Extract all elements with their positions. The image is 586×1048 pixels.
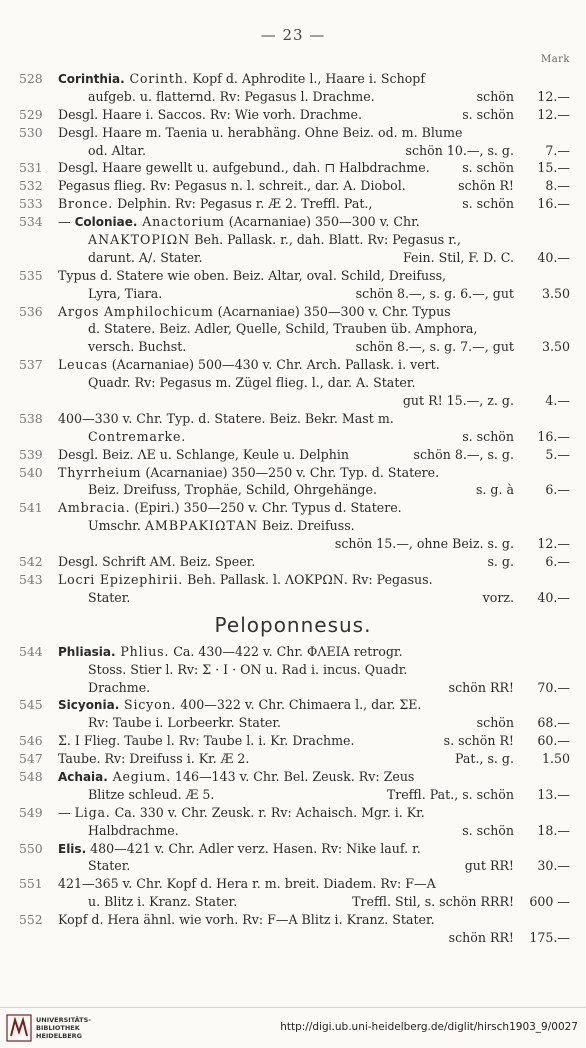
- catalog-entry: [0, 750, 586, 768]
- entry-number: 543: [19, 571, 43, 587]
- entry-number: 529: [19, 106, 43, 122]
- entry-description: [58, 571, 586, 589]
- price-mark: 5.—: [545, 446, 570, 462]
- description-text: Taube. Rv: Dreifuss i. Kr. Æ 2.: [58, 751, 250, 767]
- entry-line: [0, 374, 586, 392]
- condition-grade: s. schön: [462, 822, 514, 838]
- description-text: darunt. A/. Stater.: [88, 249, 203, 265]
- entry-line: [0, 213, 586, 231]
- price-mark: 16.—: [537, 196, 570, 212]
- city-name: Bronce.: [58, 196, 114, 212]
- entry-number: 544: [19, 643, 43, 659]
- price-mark: 13.—: [537, 786, 570, 802]
- entry-description: [88, 231, 586, 249]
- condition-grade: s. g. à: [475, 482, 514, 498]
- region-name: Sicyonia.: [58, 698, 120, 713]
- library-name-line: BIBLIOTHEK: [36, 1024, 80, 1032]
- entry-description: [88, 320, 586, 338]
- condition-grade: schön 8.—, s. g. 6.—, gut: [355, 285, 514, 301]
- condition-grade: schön 8.—, s. g.: [413, 446, 514, 462]
- price-mark: 3.50: [541, 339, 570, 355]
- price-mark: 12.—: [537, 536, 570, 552]
- entry-line: [0, 70, 586, 88]
- entry-description: [58, 410, 586, 428]
- price-mark: 15.—: [537, 160, 570, 176]
- description-text: Quadr. Rv: Pegasus m. Zügel flieg. l., dar. Α. Stater.: [88, 375, 416, 391]
- condition-grade: s. schön: [462, 160, 514, 176]
- entry-description: [58, 267, 586, 285]
- city-name: Phlius.: [115, 643, 170, 659]
- condition-grade: s. g.: [487, 554, 514, 570]
- city-name: Ambracia.: [58, 500, 131, 516]
- entry-description: [58, 696, 586, 715]
- entry-line: [0, 428, 586, 446]
- entry-number: 537: [19, 357, 43, 373]
- greek-inscription: ΑΝΑΚΤΟΡΙΩΝ: [88, 232, 191, 248]
- entry-number: 550: [19, 840, 43, 856]
- catalog-entry: [0, 267, 586, 303]
- description-text: (Acarnaniae) 500—430 v. Chr. Arch. Pallask. i. vert.: [107, 357, 440, 373]
- library-name: [36, 1016, 91, 1040]
- description-text: Desgl. Schrift AM. Beiz. Speer.: [58, 554, 256, 570]
- price-mark: 3.50: [541, 285, 570, 301]
- entry-number: 536: [19, 303, 43, 319]
- description-text: Kopf d. Aphrodite l., Haare i. Schopf: [188, 71, 426, 86]
- catalog-entry: [0, 70, 586, 106]
- entry-line: [0, 267, 586, 285]
- entry-line: [0, 822, 586, 840]
- description-text: Umschr.: [88, 518, 145, 534]
- city-name: Leucas: [58, 357, 108, 373]
- price-mark: 70.—: [537, 679, 570, 695]
- description-text: Desgl. Haare i. Saccos. Rv: Wie vorh. Drachme.: [58, 106, 362, 122]
- section-heading: Peloponnesus.: [214, 612, 372, 637]
- price-mark: 175.—: [529, 929, 570, 945]
- entry-line: [0, 106, 586, 124]
- condition-grade: Fein. Stil, F. D. C.: [402, 249, 514, 265]
- catalog-entry: [0, 696, 586, 732]
- entry-description: [58, 499, 586, 517]
- entry-line: [0, 875, 586, 893]
- region-name: Elis.: [58, 841, 87, 856]
- entry-number: 534: [19, 214, 43, 230]
- entry-number: 542: [19, 554, 43, 570]
- price-mark: 16.—: [537, 428, 570, 444]
- entry-line: [0, 929, 586, 947]
- entry-line: [0, 446, 586, 464]
- condition-grade: schön 15.—, ohne Beiz. s. g.: [334, 536, 514, 552]
- entry-line: [0, 392, 586, 410]
- entry-line: [0, 714, 586, 732]
- entry-description: [58, 356, 586, 374]
- entry-line: [0, 88, 586, 106]
- entry-number: 532: [19, 178, 43, 194]
- description-text: Kopf d. Hera ähnl. wie vorh. Rv: F—A Blitz i. Kranz. Stater.: [58, 912, 435, 928]
- entry-line: [0, 732, 586, 750]
- entry-description: [58, 213, 586, 232]
- price-mark: 12.—: [537, 106, 570, 122]
- catalog-entry: [0, 553, 586, 571]
- condition-grade: schön RR!: [448, 679, 514, 695]
- city-name: Anactorium: [137, 214, 225, 230]
- description-text: Beh. Pallask. r., dah. Blatt. Rv: Pegasus r.,: [190, 232, 461, 248]
- library-name-line: HEIDELBERG: [36, 1032, 83, 1040]
- entry-number: 528: [19, 71, 43, 86]
- greek-inscription: ΑΜΒΡΑΚΙΩΤΑΝ: [144, 518, 258, 534]
- description-text: od. Altar.: [88, 142, 146, 158]
- condition-grade: gut RR!: [464, 858, 514, 874]
- description-text: (Acarnaniae) 350—300 v. Chr. Typus: [213, 303, 451, 319]
- entry-line: [0, 679, 586, 697]
- condition-grade: schön 10.—, s. g.: [405, 142, 514, 158]
- source-url-link[interactable]: http://digi.ub.uni-heidelberg.de/diglit/hirsch1903_9/0027: [280, 1021, 578, 1033]
- condition-grade: gut R! 15.—, z. g.: [402, 393, 514, 409]
- price-mark: 6.—: [545, 482, 570, 498]
- description-text: Drachme.: [88, 679, 151, 695]
- entry-line: [0, 643, 586, 661]
- catalog-entry: [0, 768, 586, 804]
- catalog-entry: [0, 571, 586, 607]
- entry-line: [0, 696, 586, 714]
- catalog-entry: [0, 804, 586, 840]
- entry-number: 538: [19, 410, 43, 426]
- entry-description: [58, 768, 586, 787]
- condition-grade: s. schön R!: [443, 733, 514, 749]
- entry-line: [0, 786, 586, 804]
- entry-number: 531: [19, 160, 43, 176]
- condition-grade: schön RR!: [448, 929, 514, 945]
- city-name: Aegium.: [107, 768, 171, 784]
- entry-line: [0, 320, 586, 338]
- entry-description: [58, 911, 586, 929]
- city-name: Thyrrheium: [58, 464, 142, 480]
- catalog-entry: [0, 840, 586, 876]
- entry-line: [0, 589, 586, 607]
- entry-line: [0, 499, 586, 517]
- entry-line: [0, 840, 586, 858]
- catalog-entry: [0, 124, 586, 160]
- entry-number: 533: [19, 196, 43, 212]
- entry-line: [0, 517, 586, 535]
- condition-grade: Treffl. Pat., s. schön: [386, 786, 514, 802]
- entry-line: [0, 356, 586, 374]
- catalog-entry: [0, 732, 586, 750]
- entry-line: [0, 303, 586, 321]
- city-name: Corinth.: [124, 71, 189, 86]
- catalog-entry: [0, 106, 586, 124]
- description-text: Stater.: [88, 589, 131, 605]
- description-text: 400—330 v. Chr. Typ. d. Statere. Beiz. Bekr. Mast m.: [58, 410, 394, 426]
- entry-line: [0, 159, 586, 177]
- entry-description: [88, 374, 586, 392]
- entry-description: [88, 661, 586, 679]
- entry-line: [0, 177, 586, 195]
- region-name: Corinthia.: [58, 72, 125, 86]
- entry-description: [58, 464, 586, 482]
- catalog-entry: [0, 159, 586, 177]
- catalog-entries: [0, 70, 586, 947]
- price-mark: 6.—: [545, 554, 570, 570]
- entry-description: [58, 875, 586, 893]
- city-name: Liga.: [74, 804, 111, 820]
- description-text: u. Blitz i. Kranz. Stater.: [88, 894, 238, 910]
- entry-number: 552: [19, 912, 43, 928]
- description-text: Beiz. Dreifuss, Trophäe, Schild, Ohrgehänge.: [88, 482, 377, 498]
- catalog-entry: [0, 410, 586, 446]
- price-mark: 8.—: [545, 178, 570, 194]
- condition-grade: schön R!: [458, 178, 514, 194]
- entry-line: [0, 124, 586, 142]
- entry-line: [0, 911, 586, 929]
- condition-grade: schön 8.—, s. g. 7.—, gut: [355, 339, 514, 355]
- catalog-entry: [0, 177, 586, 195]
- description-text: Rv: Taube i. Lorbeerkr. Stater.: [88, 715, 282, 731]
- description-text: Desgl. Haare gewellt u. aufgebund., dah. ⊓ Halbdrachme.: [58, 160, 430, 176]
- condition-grade: Treffl. Stil, s. schön RRR!: [352, 894, 514, 910]
- entry-line: [0, 481, 586, 499]
- condition-grade: schön: [476, 715, 514, 731]
- description-text: Ca. 430—422 v. Chr. ΦΛΕΙΑ retrogr.: [169, 643, 403, 659]
- condition-grade: s. schön: [462, 428, 514, 444]
- price-mark: 60.—: [537, 733, 570, 749]
- entry-line: [0, 804, 586, 822]
- price-mark: 7.—: [545, 142, 570, 158]
- catalog-entry: [0, 499, 586, 553]
- entry-description: [58, 643, 586, 662]
- catalog-entry: [0, 303, 586, 357]
- description-text: Halbdrachme.: [88, 822, 179, 838]
- catalog-entry: [0, 446, 586, 464]
- entry-line: [0, 410, 586, 428]
- catalog-entry: [0, 464, 586, 500]
- description-text: Ca. 330 v. Chr. Zeusk. r. Rv: Achaisch. Mgr. i. Kr.: [110, 804, 425, 820]
- page-number: — 23 —: [260, 26, 326, 44]
- city-name: Contremarke.: [88, 428, 187, 444]
- description-text: 480—421 v. Chr. Adler verz. Hasen. Rv: Nike lauf. r.: [86, 840, 421, 856]
- entry-line: [0, 768, 586, 786]
- catalog-entry: [0, 911, 586, 947]
- description-text: d. Statere. Beiz. Adler, Quelle, Schild, Trauben üb. Amphora,: [88, 321, 478, 337]
- entry-number: 540: [19, 464, 43, 480]
- condition-grade: vorz.: [482, 589, 514, 605]
- description-text: Beiz. Dreifuss.: [257, 518, 355, 534]
- price-mark: 40.—: [537, 589, 570, 605]
- description-text: versch. Buchst.: [88, 339, 187, 355]
- entry-line: [0, 195, 586, 213]
- entry-number: 530: [19, 124, 43, 140]
- price-mark: 40.—: [537, 249, 570, 265]
- entry-description: [58, 70, 586, 89]
- entry-line: [0, 535, 586, 553]
- description-text: Beh. Pallask. l. ΛΟΚΡΩΝ. Rv: Pegasus.: [183, 571, 433, 587]
- catalog-entry: [0, 195, 586, 213]
- entry-line: [0, 857, 586, 875]
- entry-line: [0, 464, 586, 482]
- region-name: Phliasia.: [58, 644, 116, 659]
- entry-description: [58, 840, 586, 859]
- price-mark: 18.—: [537, 822, 570, 838]
- description-text: (Acarnaniae) 350—300 v. Chr.: [224, 214, 420, 230]
- description-text: Stoss. Stier l. Rv: Σ · Ι · ΟΝ u. Rad i. incus. Quadr.: [88, 661, 408, 677]
- entry-description: [88, 517, 586, 535]
- description-text: 146—143 v. Chr. Bel. Zeusk. Rv: Zeus: [170, 768, 415, 784]
- condition-grade: s. schön: [462, 106, 514, 122]
- catalog-entry: [0, 356, 586, 410]
- entry-number: 547: [19, 751, 43, 767]
- entry-number: 545: [19, 697, 43, 713]
- condition-grade: s. schön: [462, 196, 514, 212]
- catalog-entry: [0, 643, 586, 697]
- entry-number: 551: [19, 876, 43, 892]
- mark-column-heading: Mark: [540, 54, 570, 65]
- entry-description: [58, 804, 586, 822]
- description-text: Desgl. Haare m. Taenia u. herabhäng. Ohne Beiz. od. m. Blume: [58, 124, 463, 140]
- description-text: aufgeb. u. flatternd. Rv: Pegasus l. Drachme.: [88, 88, 375, 104]
- description-text: Lyra, Tiara.: [88, 285, 163, 301]
- city-name: Locri Epizephirii.: [58, 571, 184, 587]
- entry-line: [0, 142, 586, 160]
- entry-description: [58, 303, 586, 321]
- description-text: —: [58, 214, 75, 230]
- description-text: Pegasus flieg. Rv: Pegasus n. l. schreit., dar. A. Diobol.: [58, 178, 406, 194]
- entry-number: 549: [19, 804, 43, 820]
- catalog-entry: [0, 875, 586, 911]
- entry-number: 548: [19, 768, 43, 784]
- entry-line: [0, 750, 586, 768]
- entry-number: 535: [19, 267, 43, 283]
- description-text: (Acarnaniae) 350—250 v. Chr. Typ. d. Statere.: [141, 464, 440, 480]
- description-text: Blitze schleud. Æ 5.: [88, 786, 215, 802]
- price-mark: 12.—: [537, 88, 570, 104]
- entry-number: 546: [19, 733, 43, 749]
- city-name: Argos Amphilochicum: [58, 303, 214, 319]
- description-text: Stater.: [88, 858, 131, 874]
- entry-line: [0, 661, 586, 679]
- entry-line: [0, 893, 586, 911]
- description-text: Σ. Ι Flieg. Taube l. Rv: Taube l. i. Kr. Drachme.: [58, 733, 355, 749]
- description-text: 400—322 v. Chr. Chimaera l., dar. ΣΕ.: [176, 697, 422, 713]
- description-text: —: [58, 804, 75, 820]
- condition-grade: Pat., s. g.: [454, 751, 514, 767]
- entry-line: [0, 231, 586, 249]
- description-text: (Epiri.) 350—250 v. Chr. Typus d. Statere.: [130, 500, 402, 516]
- price-mark: 4.—: [545, 393, 570, 409]
- city-name: Sicyon.: [119, 697, 177, 713]
- entry-description: [58, 124, 586, 142]
- condition-grade: schön: [476, 88, 514, 104]
- description-text: Delphin. Rv: Pegasus r. Æ 2. Treffl. Pat.,: [113, 196, 373, 212]
- region-name: Achaia.: [58, 769, 108, 784]
- price-mark: 1.50: [541, 751, 570, 767]
- university-library-logo-icon: [6, 1014, 32, 1042]
- footer: [0, 1007, 586, 1048]
- price-mark: 30.—: [537, 858, 570, 874]
- entry-line: [0, 553, 586, 571]
- entry-line: [0, 249, 586, 267]
- entry-line: [0, 285, 586, 303]
- price-mark: 68.—: [537, 715, 570, 731]
- description-text: Desgl. Beiz. ΛΕ u. Schlange, Keule u. Delphin: [58, 446, 349, 462]
- library-name-line: UNIVERSITÄTS-: [36, 1016, 91, 1024]
- region-name: Coloniae.: [74, 215, 138, 230]
- catalog-entry: [0, 213, 586, 267]
- description-text: Typus d. Statere wie oben. Beiz. Altar, oval. Schild, Dreifuss,: [58, 267, 447, 283]
- entry-number: 541: [19, 500, 43, 516]
- entry-number: 539: [19, 446, 43, 462]
- price-mark: 600 —: [529, 894, 570, 910]
- entry-line: [0, 338, 586, 356]
- entry-line: [0, 571, 586, 589]
- description-text: 421—365 v. Chr. Kopf d. Hera r. m. breit. Diadem. Rv: F—A: [58, 876, 436, 892]
